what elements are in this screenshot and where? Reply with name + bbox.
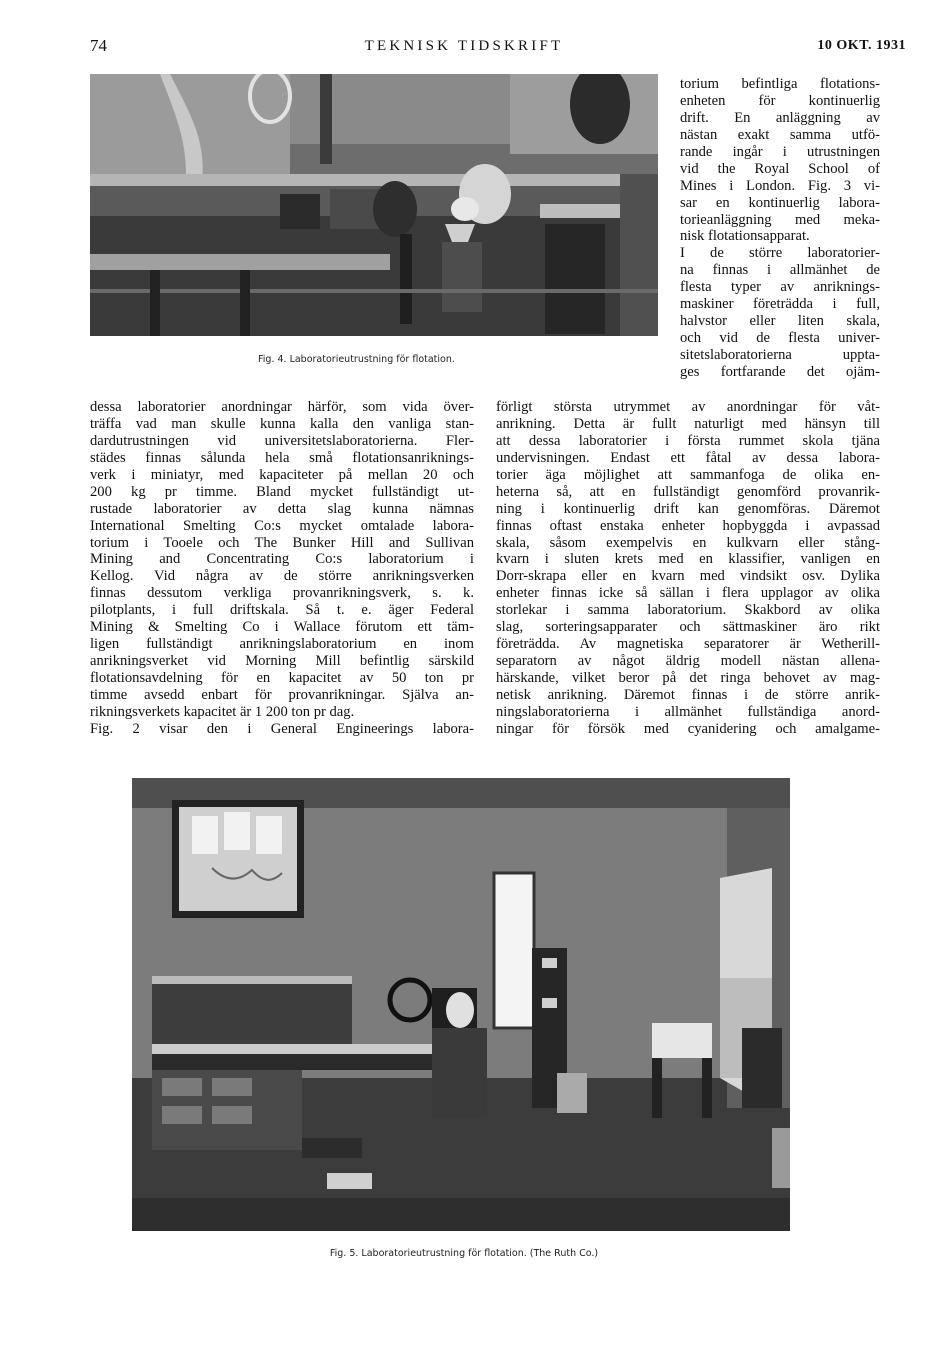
text-line: separatorn av något äldrig modell nästan allena- — [496, 653, 880, 670]
text-line: dessa laboratorier anordningar härför, som vida över- — [90, 399, 474, 415]
text-line: ligen fullständigt anrikningslaboratorium en inom — [90, 636, 474, 653]
text-line: enheter finnas icke så sällan i flera upplagor av olika — [496, 585, 880, 602]
text-line: rikningsverkets kapacitet är 1 200 ton pr dag. — [90, 703, 355, 720]
text-line: finnas dessutom verkliga provanrikningsverk, s. k. — [90, 585, 474, 602]
text-line: enheten för kontinuerlig — [680, 92, 880, 109]
text-line: härskande, vilket beror på det ringa behovet av mag- — [496, 670, 880, 686]
text-line: finnas oftast enstaka enheter hopbyggda i avpassad — [496, 517, 880, 534]
text-line: flotationsavdelning för en kapacitet av 50 ton pr — [90, 670, 474, 686]
text-line: Kellog. Vid några av de större anrikningsverken — [90, 568, 474, 585]
text-line: drift. En anläggning av — [680, 109, 880, 126]
text-line: ning i kontinuerlig drift kan genomföras. Däremot — [496, 500, 880, 517]
text-line: torieanläggning med meka- — [680, 211, 880, 228]
text-line: ges fortfarande det ojäm- — [680, 363, 880, 380]
text-line: nisk flotationsapparat. — [680, 228, 810, 245]
text-line: Mines i London. Fig. 3 vi- — [680, 177, 880, 194]
journal-title: TEKNISK TIDSKRIFT — [364, 38, 564, 54]
text-line: och vid de flesta univer- — [680, 330, 880, 347]
left-column-text — [90, 399, 474, 738]
text-line: rustade laboratorier av detta slag kunna nämnas — [90, 500, 474, 517]
text-line: anrikning. Detta är fullt naturligt med hänsyn till — [496, 415, 880, 432]
text-line: städes finnas sålunda hela små flotationsanriknings- — [90, 449, 474, 466]
text-line: vid the Royal School of — [680, 160, 880, 177]
text-line: torium befintliga flotations- — [680, 76, 880, 92]
text-line: International Smelting Co:s mycket omtalade labora- — [90, 517, 474, 534]
text-line: slag, sorteringsapparater och sättmaskiner äro rikt — [496, 619, 880, 636]
issue-date: 10 OKT. 1931 — [817, 38, 906, 53]
text-line: träffa vad man skulle kunna kalla den vanliga stan- — [90, 415, 474, 432]
text-line: sitetslaboratorierna uppta- — [680, 347, 880, 363]
text-line: torium i Tooele och The Bunker Hill and Sullivan — [90, 534, 474, 551]
text-line: torier äga möjlighet att sammanfoga de olika en- — [496, 466, 880, 483]
page-number: 74 — [90, 36, 107, 55]
text-line: 200 kg pr timme. Bland mycket fullständigt ut- — [90, 483, 474, 500]
narrow-column-text — [680, 76, 880, 381]
figure-5-caption: Fig. 5. Laboratorieutrustning för flotation. (The Ruth Co.) — [329, 1248, 599, 1259]
text-line: anrikningsverket vid Morning Mill befintlig särskild — [90, 653, 474, 670]
text-line: företrädda. Av magnetiska separatorer är Wetherill- — [496, 636, 880, 653]
right-column-text — [496, 399, 880, 738]
figure-5-photo — [132, 778, 790, 1231]
text-line: undervisningen. Endast ett fåtal av dessa labora- — [496, 449, 880, 466]
text-line: Mining & Smelting Co i Wallace förutom ett täm- — [90, 619, 474, 636]
text-line: nästan exakt samma utfö- — [680, 126, 880, 143]
text-line: rande ingår i utrustningen — [680, 143, 880, 160]
text-line: sar en kontinuerlig labora- — [680, 194, 880, 211]
text-line: I de större laboratorier- — [680, 245, 880, 262]
text-line: ningslaboratorierna i allmänhet fullständiga anord- — [496, 703, 880, 720]
text-line: halvstor eller liten skala, — [680, 313, 880, 330]
text-line: storlekar i samma laboratorium. Skakbord av olika — [496, 602, 880, 619]
text-line: pilotplants, i full driftskala. Så t. e. äger Federal — [90, 602, 474, 619]
text-line: Fig. 2 visar den i General Engineerings labora- — [90, 720, 474, 737]
text-line: netisk anrikning. Däremot finnas i de större anrik- — [496, 686, 880, 703]
text-line: ningar för försök med cyanidering och amalgame- — [496, 720, 880, 737]
text-line: dardutrustningen vid universitetslaboratorierna. Fler- — [90, 432, 474, 449]
text-line: maskiner företrädda i full, — [680, 296, 880, 313]
figure-4-caption: Fig. 4. Laboratorieutrustning för flotation. — [258, 354, 455, 365]
text-line: verk i miniatyr, med kapaciteter på mellan 20 och — [90, 466, 474, 483]
text-line: att dessa laboratorier i första rummet skola tjäna — [496, 432, 880, 449]
text-line: na finnas i allmänhet de — [680, 262, 880, 279]
text-line: Dorr-skrapa eller en kvarn med vindsikt osv. Dylika — [496, 568, 880, 585]
text-line: flesta typer av anriknings- — [680, 279, 880, 296]
text-line: förligt största utrymmet av anordningar för våt- — [496, 399, 880, 415]
text-line: skala, såsom exempelvis en kulkvarn eller stång- — [496, 534, 880, 551]
figure-4-image — [90, 74, 658, 336]
text-line: heterna så, att en fullständigt genomförd provanrik- — [496, 483, 880, 500]
text-line: kvarn i sluten krets med en klassifier, vanligen en — [496, 551, 880, 568]
figure-5-image — [132, 778, 790, 1231]
text-line: timme avsedd enbart för provanrikningar. Själva an- — [90, 686, 474, 703]
figure-4-photo — [90, 74, 658, 336]
text-line: Mining and Concentrating Co:s laboratorium i — [90, 551, 474, 568]
